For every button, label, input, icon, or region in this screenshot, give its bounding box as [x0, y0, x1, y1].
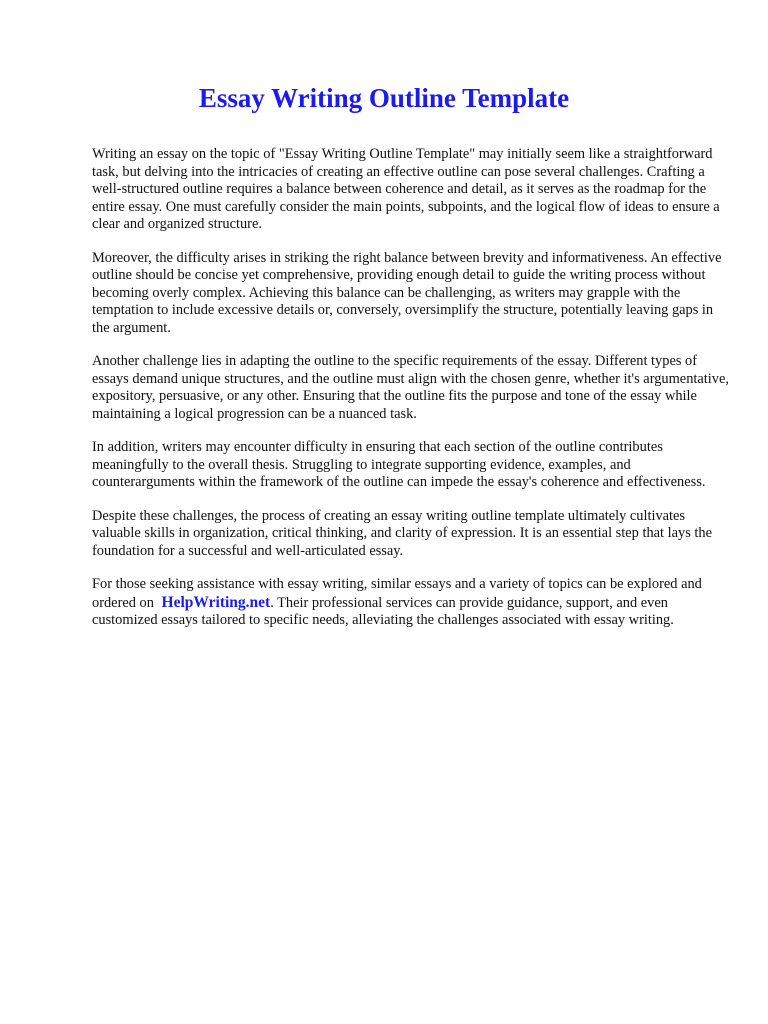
- paragraph-5: Despite these challenges, the process of creating an essay writing outline template ultimately cultivates valuable skills in organization, critical thinking, and clarity of expression. It is an essential step that lays the foundation for a successful and well-articulated essay.: [92, 507, 712, 559]
- document-body: [92, 146, 732, 646]
- page-title: Essay Writing Outline Template: [198, 83, 570, 113]
- paragraph-6-text-before-link: For those seeking assistance with essay writing, similar essays and a variety of topics can be explored and ordered on: [92, 576, 702, 611]
- paragraph-2: Moreover, the difficulty arises in striking the right balance between brevity and informativeness. An effective outline should be concise yet comprehensive, providing enough detail to guide the writing process without becoming overly complex. Achieving this balance can be challenging, as writers may grapple with the temptation to include excessive details or, conversely, oversimplify the structure, potentially leaving gaps in the argument.: [92, 249, 722, 336]
- paragraph-1: Writing an essay on the topic of "Essay Writing Outline Template" may initially seem like a straightforward task, but delving into the intricacies of creating an effective outline can pose several challenges. Crafting a well-structured outline requires a balance between coherence and detail, as it serves as the roadmap for the entire essay. One must carefully consider the main points, subpoints, and the logical flow of ideas to ensure a clear and organized structure.: [92, 146, 720, 232]
- paragraph-6-text-after-link: . Their professional services can provide guidance, support, and even customized essays tailored to specific needs, alleviating the challenges associated with essay writing.: [92, 594, 674, 628]
- paragraph-4: In addition, writers may encounter difficulty in ensuring that each section of the outline contributes meaningfully to the overall thesis. Struggling to integrate supporting evidence, examples, and counterarguments within the framework of the outline can impede the essay's coherence and effectiveness.: [92, 439, 706, 490]
- paragraph-6: [92, 576, 732, 630]
- paragraph-3: Another challenge lies in adapting the outline to the specific requirements of the essay. Different types of essays demand unique structures, and the outline must align with the chosen genre, whether it's argumentative, expository, persuasive, or any other. Ensuring that the outline fits the purpose and tone of the essay while maintaining a logical progression can be a nuanced task.: [92, 353, 729, 422]
- helpwriting-link[interactable]: HelpWriting.net: [161, 593, 271, 611]
